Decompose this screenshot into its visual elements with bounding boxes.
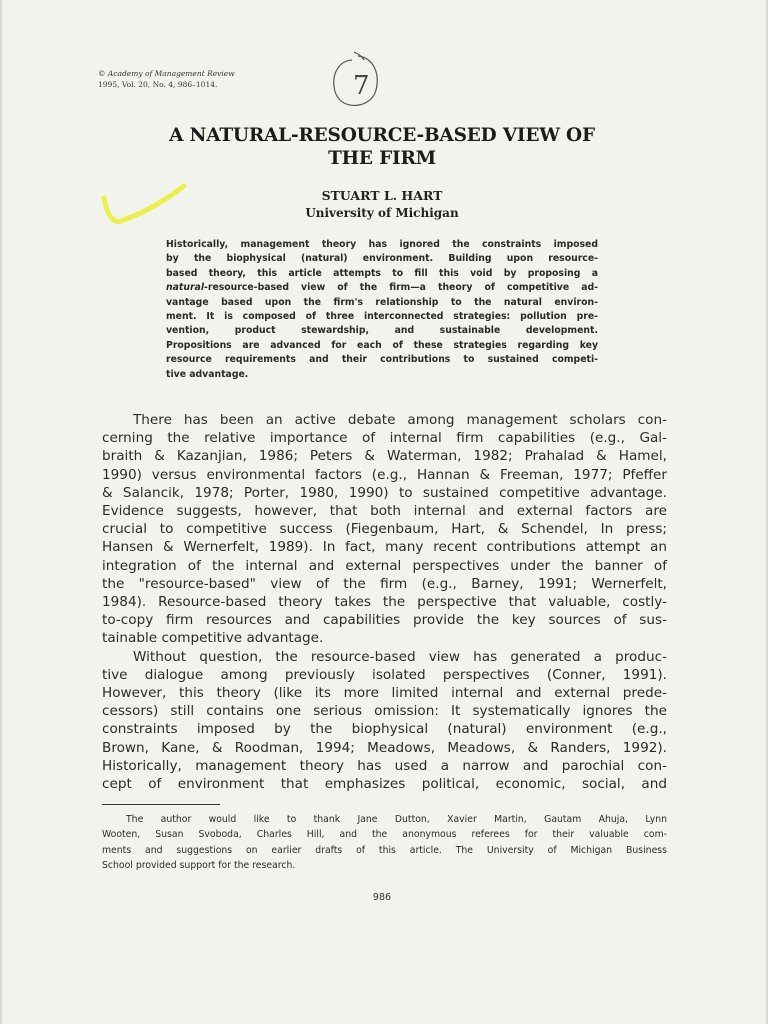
body-line: Historically, management theory has used a narrow and parochial con- — [102, 757, 667, 774]
abstract — [166, 238, 598, 382]
page-number: 986 — [372, 892, 392, 903]
body-line: Without question, the resource-based view has generated a produc- — [133, 648, 667, 665]
footnote-line: Wooten, Susan Svoboda, Charles Hill, and the anonymous referees for their valuable com- — [102, 829, 667, 841]
title-line-1: A NATURAL-RESOURCE-BASED VIEW OF — [169, 125, 595, 146]
body-line: Hansen & Wernerfelt, 1989). In fact, many recent contributions attempt an — [102, 539, 667, 556]
body-line: Evidence suggests, however, that both internal and external factors are — [102, 503, 667, 520]
handwritten-number: 7 — [353, 71, 370, 101]
author-affiliation: University of Michigan — [305, 206, 459, 220]
body-line: cerning the relative importance of internal firm capabilities (e.g., Gal- — [102, 430, 667, 447]
body-line: Brown, Kane, & Roodman, 1994; Meadows, Meadows, & Randers, 1992). — [102, 739, 667, 756]
footnote — [102, 812, 667, 874]
abstract-line: vantage based upon the firm's relationship to the natural environ- — [166, 296, 598, 308]
abstract-line: resource requirements and their contributions to sustained competi- — [166, 354, 598, 366]
abstract-line: tive advantage. — [166, 368, 249, 380]
body-line: the "resource-based" view of the firm (e.g., Barney, 1991; Wernerfelt, — [102, 575, 667, 592]
abstract-line: ment. It is composed of three interconnected strategies: pollution pre- — [166, 311, 598, 323]
abstract-line: based theory, this article attempts to fill this void by proposing a — [166, 267, 598, 279]
volume-info: 1995, Vol. 20, No. 4, 986–1014. — [98, 80, 218, 89]
body-line: tainable competitive advantage. — [102, 630, 324, 647]
body-line: braith & Kazanjian, 1986; Peters & Waterman, 1982; Prahalad & Hamel, — [102, 448, 667, 465]
footnote-line: ments and suggestions on earlier drafts of this article. The University of Michigan Business — [102, 844, 667, 856]
footnote-line: School provided support for the research. — [102, 860, 296, 872]
handwritten-circled-number — [328, 50, 388, 116]
footnote-line: The author would like to thank Jane Dutton, Xavier Martin, Gautam Ahuja, Lynn — [126, 814, 667, 825]
journal-citation — [98, 68, 235, 90]
footnote-divider — [102, 804, 220, 805]
journal-name: © Academy of Management Review — [98, 69, 235, 78]
body-line: crucial to competitive success (Fiegenbaum, Hart, & Schendel, In press; — [102, 521, 667, 538]
body-line: 1990) versus environmental factors (e.g., Hannan & Freeman, 1977; Pfeffer — [102, 466, 667, 483]
abstract-line: Propositions are advanced for each of these strategies regarding key — [166, 339, 598, 351]
abstract-line: by the biophysical (natural) environment. Building upon resource- — [166, 253, 598, 265]
article-title — [102, 124, 662, 170]
body-line: 1984). Resource-based theory takes the perspective that valuable, costly- — [102, 594, 667, 611]
abstract-line: natural-resource-based view of the firm—a theory of competitive ad- — [166, 282, 598, 294]
body-line: cept of environment that emphasizes political, economic, social, and — [102, 776, 667, 793]
abstract-line: vention, product stewardship, and sustainable development. — [166, 325, 598, 337]
title-line-2: THE FIRM — [328, 148, 436, 169]
abstract-line: Historically, management theory has ignored the constraints imposed — [166, 239, 598, 250]
body-line: There has been an active debate among management scholars con- — [133, 412, 667, 428]
author-name: STUART L. HART — [321, 188, 443, 203]
body-text — [102, 411, 667, 793]
body-line: integration of the internal and external perspectives under the banner of — [102, 557, 667, 574]
body-line: However, this theory (like its more limited internal and external prede- — [102, 685, 667, 702]
body-line: cessors) still contains one serious omission: It systematically ignores the — [102, 703, 667, 720]
body-line: & Salancik, 1978; Porter, 1980, 1990) to sustained competitive advantage. — [102, 484, 667, 501]
body-line: to-copy firm resources and capabilities provide the key sources of sus- — [102, 612, 667, 629]
body-line: tive dialogue among previously isolated perspectives (Conner, 1991). — [102, 666, 667, 683]
body-line: constraints imposed by the biophysical (natural) environment (e.g., — [102, 721, 667, 738]
